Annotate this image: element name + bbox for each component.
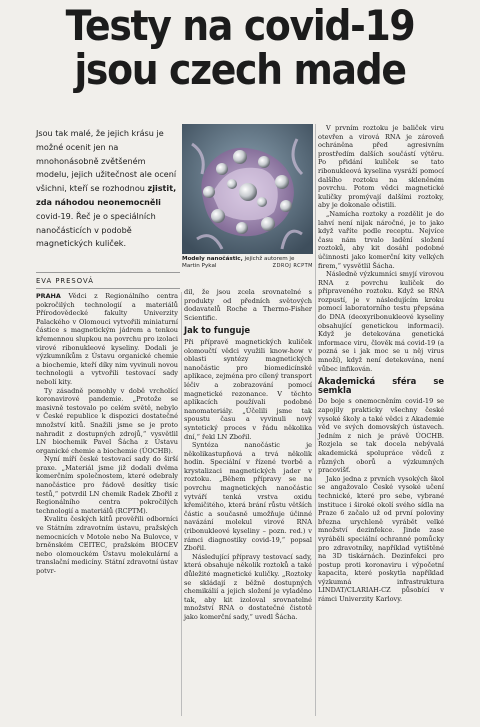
caption-title: Modely nanočástic, [182,256,243,262]
col1-paragraph-1: PRAHA Vědci z Regionálního centra pokročilých technologií a materiálů Přírodovědecké fakulty Univerzity Palackého v Olomouci vytvořili miniaturní částice s magnetickým jádrem a tenkou křemennou slupkou na povrchu pro izolaci virové ribonukleové kyseliny. Dodali je výzkumníkům z Ústavu organické chemie a biochemie, kteří díky nim vyvinuli novou technologii a vytvořili testovací sady nebolí kity. [36,292,178,386]
col2-paragraph-4: Následující přípravy testovací sady, která obsahuje několik roztoků a také důležité magnetické kuličky. „Roztoky se skládají z běžně dostupných chemikálií a jejich složení je vyladěno tak, aby kit izoloval srovnatelné množství RNA o dostatečné čistotě jako komerční sady,“ uvedl Šácha. [184,552,312,621]
dateline: PRAHA [36,292,61,300]
lead-text-1: Jsou tak malé, že jejich krásu je možné ocenit jen na mnohonásobně zvětšeném modelu, jejich užitečnost ale ocení všichni, kteří se rozhodnou [36,128,177,194]
col2-subheading: Jak to funguje [184,325,251,336]
headline-line-1: Testy na covid-19 [65,1,415,50]
headline [24,1,456,94]
col3-paragraph-5: Jako jedna z prvních vysokých škol se angažovalo České vysoké učení technické, které pro sebe, vybrané instituce i široké okolí svého sídla na Praze 6 začalo už od první poloviny března urychleně vyrábět velké množství dezinfekce. Jinde zase vyráběli speciální ochranné pomůcky pro zdravotníky, například vytištěné na 3D tiskárnách. Dezinfekci pro postup proti koronaviru i výpočetní kapacita, které poskytla například výzkumná infrastruktura LINDAT/CLARIAH-CZ působící v rámci Univerzity Karlovy. [318,474,444,604]
nanoparticle-photo [182,124,313,254]
article-column-3 [318,124,444,604]
column-divider-1 [181,292,182,716]
lead-bold: zjistit, zda náhodou neonemocněli [36,183,177,207]
col1-paragraph-2: Ty zásadně pomohly v době vrcholící koronavirové pandemie. „Protože se masivně testovalo po celém světě, nebylo v České republice k dispozici dostatečné množství kitů. Snažili jsme se je proto nahradit z dostupných zdrojů,“ vysvětlil LN biochemik Pavel Šácha z Ústavu organické chemie a biochemie (ÚOCHB). [36,386,178,455]
col1-paragraph-4: Kvalitu českých kitů prověřili odborníci ve Státním zdravotním ústavu, pražských nemocnicích v Motole nebo Na Bulovce, v brněnském CEITEC, pražském BIOCEV nebo olomouckém Ústavu molekulární a translační medicíny. Státní zdravotní ústav potvr- [36,515,178,575]
column-divider-2 [315,124,316,716]
headline-line-2: jsou czech made [74,45,406,94]
byline-rule-bottom [36,288,180,289]
lead-paragraph [36,127,180,251]
col2-paragraph-2: Při přípravě magnetických kuliček olomoučtí vědci využili know-how v oblasti syntézy magnetických nanočástic pro biomedicínské aplikace, zejména pro cílený transport léčiv a zobrazování pomocí magnetické rezonance. V těchto aplikacích používali podobné nanomateriály. „Účelili jsme tak spoustu času a vyvinuli nový syntetický proces v řádu několika dní,“ řekl LN Zbořil. [184,337,312,441]
col3-paragraph-1: V prvním roztoku je baliček viru otevřen a virová RNA je zároveň ochráněna před agresivním prostředím dalších součástí výtěru. Po přidání kuliček se tato ribonukleová kyselina vysráží pomocí dalšího roztoku na skleněném povrchu. Potom vědci magnetické kuličky promývají dalšími roztoky, aby je dokonale očistili. [318,124,444,210]
article-column-2 [184,288,312,622]
photo-caption [182,256,313,271]
col1-paragraph-3: Nyní míří české testovací sady do širší praxe. „Materiál jsme již dodali dvěma komerčním společnostem, které odebraly nanočástice pro řádově desítky tisíc testů,“ potvrdil LN chemik Radek Zbořil z Regionálního centra pokročilých technologií a materiálů (RCPTM). [36,455,178,515]
lead-text-2: covid-19. Řeč je o speciálních nanočásticích v podobě magnetických kuliček. [36,210,156,249]
article-column-1 [36,292,178,576]
nanoparticle-model-image [182,124,313,254]
col3-paragraph-2: „Namícha roztoky a rozdělit je do lahví není nijak náročné, je to jako když vaříte podle receptu. Nejvíce času nám trvalo ladění složení roztoků, aby kit dosáhl podobné účinnosti jako komerční kity velkých firem,“ vysvětlil Šácha. [318,209,444,270]
col2-paragraph-1: dil, že jsou zcela srovnatelné s produkty od předních světových dodavatelů Roche a Thermo-Fisher Scientific. [184,288,312,322]
col3-paragraph-4: Do boje s onemocněním covid-19 se zapojily prakticky všechny české vysoké školy a také vědci z Akademie věd ve svých domovských ústavech. Jedním z nich je právě ÚOCHB. Rozjela se tak docela nebývalá akademická spolupráce vědců z různých oborů a výzkumných pracovišť. [318,397,444,475]
photo-credit: ZDROJ RCPTM [272,263,313,270]
col3-subheading: Akademická sféra se semkla [318,376,444,395]
byline: EVA PRESOVÁ [36,277,94,285]
byline-rule [36,272,180,273]
caption-text: jejichž autorem je Martin Pykal [182,256,295,270]
col3-paragraph-3: Následně výzkumníci smyjí virovou RNA z povrchu kuliček do připraveného roztoku. Když se RNA rozpustí, je v následujícím kroku pomocí laboratorního testu přepsána do DNA (deoxyribonukleové kyseliny obsahující genetickou informaci). Když je detekována genetická informace viru, člověk má covid-19 (a pozná se i jak moc se u něj virus množí), když není detekována, není vůbec infikován. [318,270,444,373]
col2-paragraph-3: Syntéza nanočástic je několikastupňová a trvá několik hodin. Speciální v řízené tvorbě a krystalizaci magnetických jader v roztoku. „Během přípravy se na povrchu magnetických nanočástic vytváří tenká vrstva oxidu křemičitého, která brání růstu větších částic a současně umožňuje účinné navázání molekul virové RNA (ribonukleové kyseliny – pozn. red.) v rámci diagnostiky covid-19,“ popsal Zbořil. [184,441,312,553]
